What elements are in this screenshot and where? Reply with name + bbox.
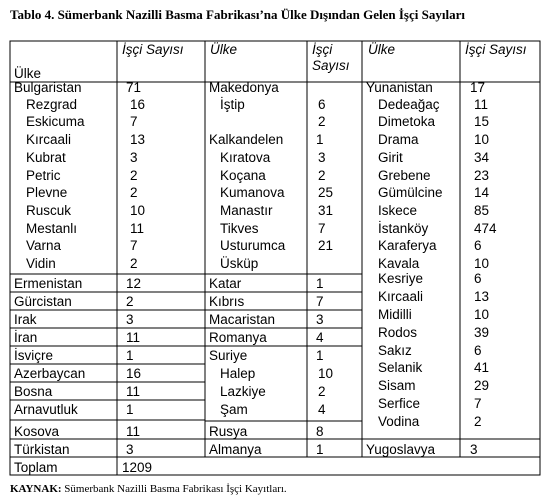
worker-count: 71 [126, 80, 142, 95]
worker-count: 14 [474, 185, 490, 200]
country-name: Macaristan [209, 312, 276, 327]
sub-region-name: Usturumca [220, 238, 286, 253]
sub-region-name: Grebene [378, 168, 431, 183]
worker-count: 11 [126, 424, 141, 439]
worker-count: 12 [126, 276, 142, 291]
worker-count: 85 [474, 203, 490, 218]
country-name: Kosova [14, 424, 60, 439]
worker-count: 25 [318, 185, 334, 200]
worker-count: 11 [474, 97, 489, 112]
worker-count: 1 [126, 348, 134, 363]
country-name: Kıbrıs [209, 294, 245, 309]
sub-region-name: Halep [220, 366, 256, 381]
worker-count: 16 [130, 97, 146, 112]
worker-count: 2 [126, 294, 134, 309]
worker-count: 2 [130, 256, 138, 271]
worker-count: 7 [316, 294, 324, 309]
country-name: Makedonya [209, 80, 279, 95]
worker-count: 15 [474, 114, 490, 129]
total-label: Toplam [14, 460, 58, 475]
worker-count: 1 [316, 132, 324, 147]
worker-count: 1 [316, 348, 324, 363]
sub-region-name: Selanik [378, 360, 423, 375]
sub-region-name: Karaferya [378, 238, 437, 253]
sub-region-name: Midilli [378, 307, 412, 322]
sub-region-name: Ruscuk [26, 203, 72, 218]
worker-count: 4 [318, 402, 326, 417]
worker-count: 29 [474, 378, 490, 393]
country-name: Bosna [14, 384, 53, 399]
country-name: Yugoslavya [366, 442, 436, 457]
worker-count: 7 [318, 221, 326, 236]
country-name: Yunanistan [366, 80, 433, 95]
sub-region-name: Dedeağaç [378, 97, 440, 112]
sub-region-name: Drama [378, 132, 419, 147]
header-country: Ülke [210, 42, 238, 57]
worker-count: 16 [126, 366, 142, 381]
sub-region-name: Dimetoka [378, 114, 436, 129]
worker-count: 4 [316, 330, 324, 345]
country-name: Ermenistan [14, 276, 83, 291]
sub-region-name: Vidin [26, 256, 56, 271]
worker-count: 7 [474, 396, 482, 411]
source-note [10, 483, 287, 495]
header-count: İşçi Sayısı [122, 42, 184, 57]
sub-region-name: Varna [26, 238, 62, 253]
country-name: Irak [14, 312, 37, 327]
sub-region-name: Kesriye [378, 271, 424, 286]
sub-region-name: Kumanova [220, 185, 285, 200]
worker-count: 34 [474, 150, 490, 165]
sub-region-name: Lazkiye [220, 384, 266, 399]
total-value: 1209 [122, 460, 153, 475]
country-name: Rusya [209, 424, 248, 439]
worker-count: 8 [316, 424, 324, 439]
sub-region-name: Gümülcine [378, 185, 443, 200]
country-name: Suriye [209, 348, 248, 363]
worker-count: 3 [126, 312, 134, 327]
worker-count: 2 [318, 384, 326, 399]
worker-count: 3 [470, 442, 478, 457]
sub-region-name: Vodina [378, 414, 420, 429]
worker-count: 31 [318, 203, 334, 218]
country-name: Bulgaristan [14, 80, 82, 95]
sub-region-name: Kırcaali [378, 289, 424, 304]
sub-region-name: Sisam [378, 378, 416, 393]
sub-region-name: İstanköy [378, 221, 429, 236]
worker-count: 21 [318, 238, 334, 253]
country-name: İsviçre [14, 348, 54, 363]
worker-count: 17 [470, 80, 486, 95]
sub-region-name: Kırcaali [26, 132, 72, 147]
country-name: Romanya [209, 330, 267, 345]
worker-count: 23 [474, 168, 490, 183]
worker-count: 10 [474, 256, 490, 271]
worker-count: 2 [318, 168, 326, 183]
worker-count: 6 [474, 271, 482, 286]
worker-count: 6 [474, 343, 482, 358]
source-label: KAYNAK: [10, 483, 62, 495]
header-country: Ülke [14, 66, 42, 81]
worker-count: 11 [126, 330, 141, 345]
worker-count: 10 [318, 366, 334, 381]
sub-region-name: Plevne [26, 185, 68, 200]
worker-count: 2 [318, 114, 326, 129]
sub-region-name: Kavala [378, 256, 420, 271]
country-name: Kalkandelen [209, 132, 284, 147]
worker-count: 1 [316, 442, 324, 457]
sub-region-name: Rezgrad [26, 97, 78, 112]
worker-count: 1 [316, 276, 324, 291]
worker-count: 10 [474, 132, 490, 147]
country-name: Arnavutluk [14, 402, 78, 417]
sub-region-name: Girit [378, 150, 403, 165]
worker-count: 2 [130, 168, 138, 183]
sub-region-name: Eskicuma [26, 114, 85, 129]
worker-count: 11 [126, 384, 141, 399]
sub-region-name: Üsküp [220, 256, 259, 271]
header-country: Ülke [368, 42, 396, 57]
worker-count: 10 [474, 307, 490, 322]
sub-region-name: Serfice [378, 396, 421, 411]
sub-region-name: Iskece [378, 203, 418, 218]
worker-count: 1 [126, 402, 134, 417]
sub-region-name: İştip [220, 97, 245, 112]
country-name: Azerbaycan [14, 366, 86, 381]
worker-count: 2 [474, 414, 482, 429]
worker-count: 39 [474, 325, 490, 340]
worker-count: 41 [474, 360, 490, 375]
sub-region-name: Kubrat [26, 150, 66, 165]
country-name: Türkistan [14, 442, 70, 457]
sub-region-name: Manastır [220, 203, 273, 218]
worker-count: 2 [130, 185, 138, 200]
sub-region-name: Rodos [378, 325, 418, 340]
worker-count: 3 [316, 312, 324, 327]
source-text: Sümerbank Nazilli Basma Fabrikası İşçi Kayıtları. [61, 483, 287, 495]
header-count: İşçi [312, 42, 333, 57]
worker-count: 11 [130, 221, 145, 236]
worker-count: 3 [130, 150, 138, 165]
header-count: Sayısı [312, 58, 350, 73]
sub-region-name: Mestanlı [26, 221, 78, 236]
country-name: Katar [209, 276, 242, 291]
worker-count: 474 [474, 221, 497, 236]
worker-count: 6 [474, 238, 482, 253]
table-title: Tablo 4. Sümerbank Nazilli Basma Fabrikası’na Ülke Dışından Gelen İşçi Sayıları [10, 7, 465, 22]
worker-count: 13 [130, 132, 146, 147]
worker-count: 10 [130, 203, 146, 218]
country-name: İran [14, 330, 38, 345]
sub-region-name: Tikves [220, 221, 259, 236]
country-name: Almanya [209, 442, 262, 457]
sub-region-name: Petric [26, 168, 61, 183]
worker-count: 3 [318, 150, 326, 165]
worker-count: 13 [474, 289, 490, 304]
country-name: Gürcistan [14, 294, 72, 309]
sub-region-name: Sakız [378, 343, 412, 358]
sub-region-name: Koçana [220, 168, 266, 183]
header-count: İşçi Sayısı [465, 42, 527, 57]
sub-region-name: Şam [220, 402, 248, 417]
worker-count: 7 [130, 114, 138, 129]
worker-count: 6 [318, 97, 326, 112]
worker-count: 3 [126, 442, 134, 457]
sub-region-name: Kıratova [220, 150, 271, 165]
worker-count: 7 [130, 238, 138, 253]
